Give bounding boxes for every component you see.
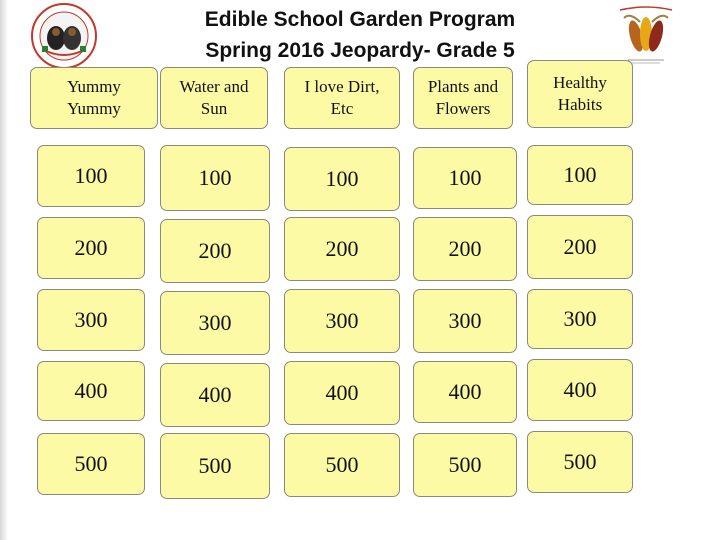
category-label: Healthy — [553, 73, 607, 92]
tile-value: 500 — [198, 453, 232, 478]
category-label: Water and — [179, 77, 249, 96]
question-tile-yummy-300[interactable] — [37, 289, 145, 351]
corn-logo-icon — [610, 2, 682, 68]
question-tile-water-500[interactable] — [160, 433, 270, 499]
category-header-3 — [284, 67, 400, 129]
question-tile-dirt-500[interactable] — [284, 433, 400, 497]
question-tile-plants-500[interactable] — [413, 433, 517, 497]
tile-value: 200 — [563, 234, 597, 259]
question-tile-water-200[interactable] — [160, 219, 270, 283]
page-title — [150, 4, 570, 66]
tile-value: 200 — [74, 235, 108, 260]
question-tile-water-400[interactable] — [160, 363, 270, 427]
category-label: Plants and — [427, 77, 499, 96]
tile-value: 300 — [198, 310, 232, 335]
tile-value: 400 — [198, 382, 232, 407]
question-tile-habits-200[interactable] — [527, 215, 633, 279]
tile-value: 300 — [448, 308, 482, 333]
question-tile-water-100[interactable] — [160, 145, 270, 211]
tile-value: 300 — [74, 307, 108, 332]
question-tile-plants-100[interactable] — [413, 147, 517, 209]
category-label: Etc — [330, 99, 354, 118]
question-tile-habits-100[interactable] — [527, 145, 633, 205]
category-label: I love Dirt, — [304, 77, 380, 96]
title-line-2: Spring 2016 Jeopardy- Grade 5 — [205, 39, 515, 62]
tile-value: 400 — [448, 379, 482, 404]
category-header-5 — [527, 60, 633, 128]
category-label: Yummy — [67, 99, 121, 118]
question-tile-yummy-200[interactable] — [37, 217, 145, 279]
question-tile-habits-500[interactable] — [527, 431, 633, 493]
question-tile-yummy-400[interactable] — [37, 361, 145, 421]
slide-edge-shadow — [0, 0, 8, 540]
tile-value: 300 — [563, 306, 597, 331]
tile-value: 400 — [563, 377, 597, 402]
category-label: Flowers — [435, 99, 491, 118]
tile-value: 200 — [198, 238, 232, 263]
tile-value: 500 — [74, 451, 108, 476]
tile-value: 500 — [563, 449, 597, 474]
category-label: Yummy — [67, 77, 121, 96]
question-tile-dirt-400[interactable] — [284, 361, 400, 425]
category-header-4 — [413, 67, 513, 129]
title-line-1: Edible School Garden Program — [204, 8, 516, 31]
question-tile-habits-300[interactable] — [527, 289, 633, 349]
tile-value: 500 — [448, 452, 482, 477]
question-tile-yummy-100[interactable] — [37, 145, 145, 207]
tile-value: 100 — [448, 165, 482, 190]
category-header-2 — [160, 67, 268, 129]
question-tile-habits-400[interactable] — [527, 359, 633, 421]
tile-value: 100 — [198, 165, 232, 190]
tile-value: 400 — [325, 380, 359, 405]
category-header-1 — [30, 67, 158, 129]
question-tile-dirt-300[interactable] — [284, 289, 400, 353]
tile-value: 100 — [325, 166, 359, 191]
tile-value: 500 — [325, 452, 359, 477]
category-label: Sun — [200, 99, 228, 118]
tile-value: 100 — [74, 163, 108, 188]
tile-value: 200 — [325, 236, 359, 261]
tile-value: 100 — [563, 162, 597, 187]
tile-value: 300 — [325, 308, 359, 333]
question-tile-plants-300[interactable] — [413, 289, 517, 353]
question-tile-dirt-100[interactable] — [284, 147, 400, 211]
question-tile-water-300[interactable] — [160, 291, 270, 355]
tile-value: 400 — [74, 378, 108, 403]
question-tile-dirt-200[interactable] — [284, 217, 400, 281]
question-tile-yummy-500[interactable] — [37, 433, 145, 495]
question-tile-plants-400[interactable] — [413, 361, 517, 423]
school-garden-logo-icon — [30, 2, 98, 70]
tile-value: 200 — [448, 236, 482, 261]
category-label: Habits — [557, 95, 603, 114]
question-tile-plants-200[interactable] — [413, 217, 517, 281]
